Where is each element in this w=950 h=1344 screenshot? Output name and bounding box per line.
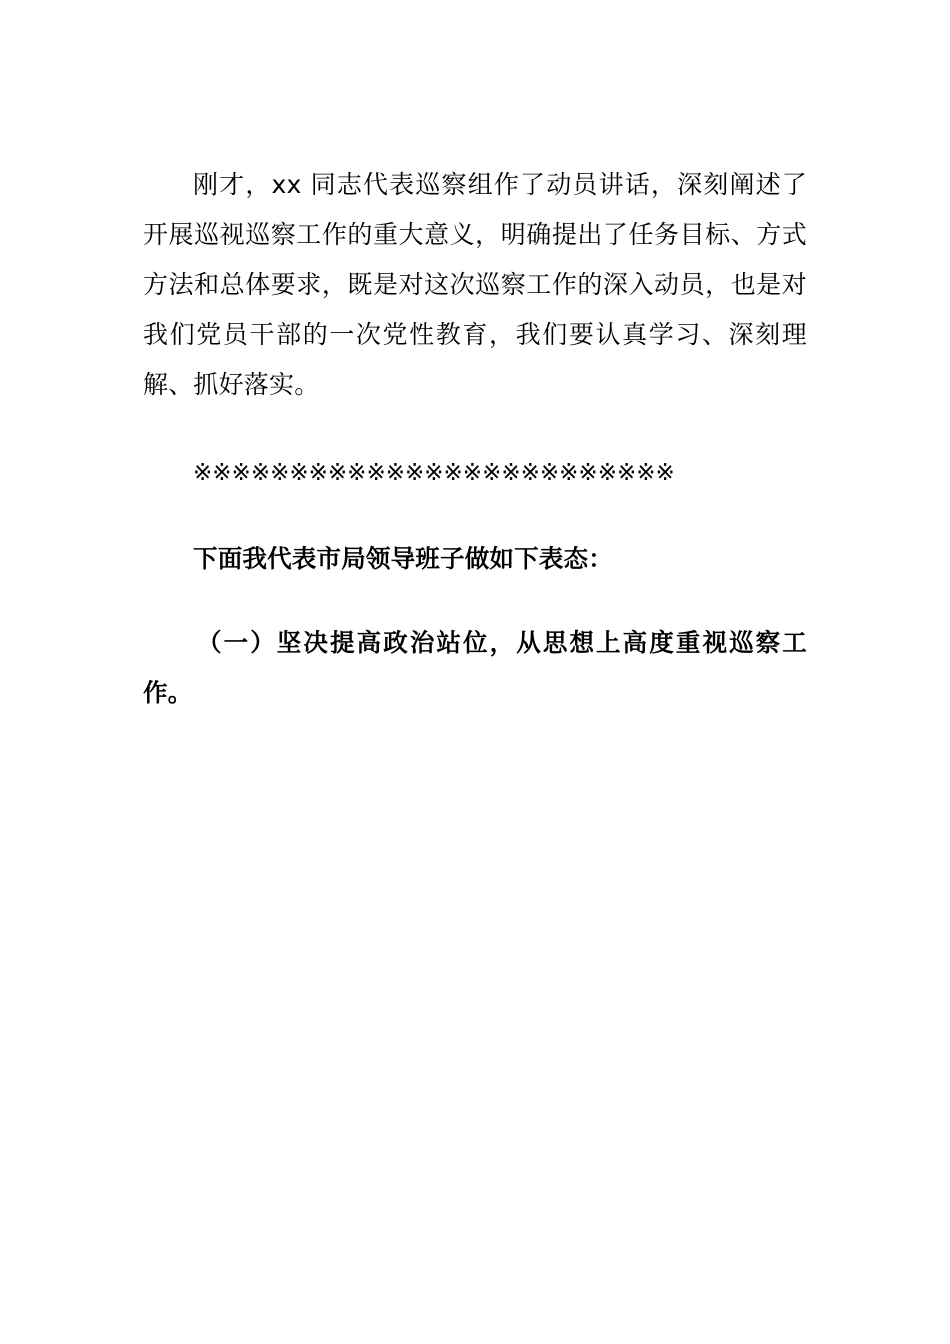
intro-paragraph: 刚才，xx 同志代表巡察组作了动员讲话，深刻阐述了开展巡视巡察工作的重大意义，明确提出了任务目标、方式方法和总体要求，既是对这次巡察工作的深入动员，也是对我们党员干部的一次党性教育，我们要认真学习、深刻理解、抓好落实。	[143, 170, 807, 399]
statement-intro: 下面我代表市局领导班子做如下表态：	[193, 544, 613, 573]
document-body	[143, 160, 807, 718]
section-separator: ※※※※※※※※※※※※※※※※※※※※※※※※※	[193, 460, 675, 486]
section-heading-1: （一）坚决提高政治站位，从思想上高度重视巡察工作。	[143, 628, 807, 707]
